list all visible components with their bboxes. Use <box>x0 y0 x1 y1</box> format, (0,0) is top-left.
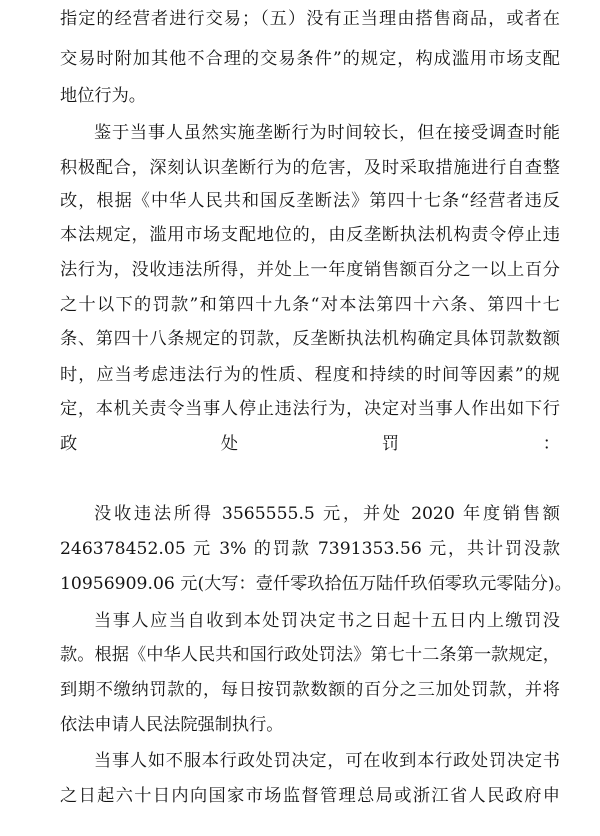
paragraph-2-line-1: 鉴于当事人虽然实施垄断行为时间较长，但在接受调查时能 <box>94 123 560 143</box>
paragraph-5-line-2: 之日起六十日内向国家市场监督管理总局或浙江省人民政府申 <box>60 786 560 806</box>
paragraph-2-line-3: 改，根据《中华人民共和国反垄断法》第四十七条“经营者违反 <box>60 191 560 211</box>
paragraph-4-line-3: 到期不缴纳罚款的，每日按罚款数额的百分之三加处罚款，并将 <box>60 680 560 700</box>
paragraph-1-line-2: 交易时附加其他不合理的交易条件”的规定，构成滥用市场支配 <box>60 49 560 69</box>
paragraph-2-line-6: 之十以下的罚款”和第四十九条“对本法第四十六条、第四十七 <box>60 295 560 315</box>
paragraph-3-line-3: 10956909.06 元(大写：壹仟零玖拾伍万陆仟玖佰零玖元零陆分)。 <box>60 574 572 594</box>
paragraph-2-line-4: 本法规定，滥用市场支配地位的，由反垄断执法机构责令停止违 <box>60 225 560 245</box>
paragraph-2-line-9: 定，本机关责令当事人停止违法行为，决定对当事人作出如下行 <box>60 399 560 419</box>
paragraph-2-line-8: 时，应当考虑违法行为的性质、程度和持续的时间等因素”的规 <box>60 365 560 385</box>
paragraph-2-line-2: 积极配合，深刻认识垄断行为的危害，及时采取措施进行自查整 <box>60 158 560 178</box>
paragraph-1-line-3: 地位行为。 <box>60 86 146 106</box>
paragraph-2-line-10: 政处罚： <box>60 434 560 454</box>
paragraph-4-line-2: 款。根据《中华人民共和国行政处罚法》第七十二条第一款规定， <box>60 645 560 665</box>
paragraph-3-line-1: 没收违法所得 3565555.5 元，并处 2020 年度销售额 <box>94 504 560 524</box>
paragraph-2-line-11 <box>60 462 560 495</box>
paragraph-3-line-2: 246378452.05 元 3% 的罚款 7391353.56 元，共计罚没款 <box>60 539 560 559</box>
paragraph-2-line-5: 法行为，没收违法所得，并处上一年度销售额百分之一以上百分 <box>60 260 560 280</box>
paragraph-4-line-1: 当事人应当自收到本处罚决定书之日起十五日内上缴罚没 <box>94 611 560 631</box>
paragraph-4-line-4: 依法申请人民法院强制执行。 <box>60 715 284 735</box>
paragraph-2-line-7: 条、第四十八条规定的罚款，反垄断执法机构确定具体罚款数额 <box>60 329 560 349</box>
paragraph-1-line-1: 指定的经营者进行交易；（五）没有正当理由搭售商品，或者在 <box>60 9 560 29</box>
paragraph-5-line-1: 当事人如不服本行政处罚决定，可在收到本行政处罚决定书 <box>94 751 560 771</box>
